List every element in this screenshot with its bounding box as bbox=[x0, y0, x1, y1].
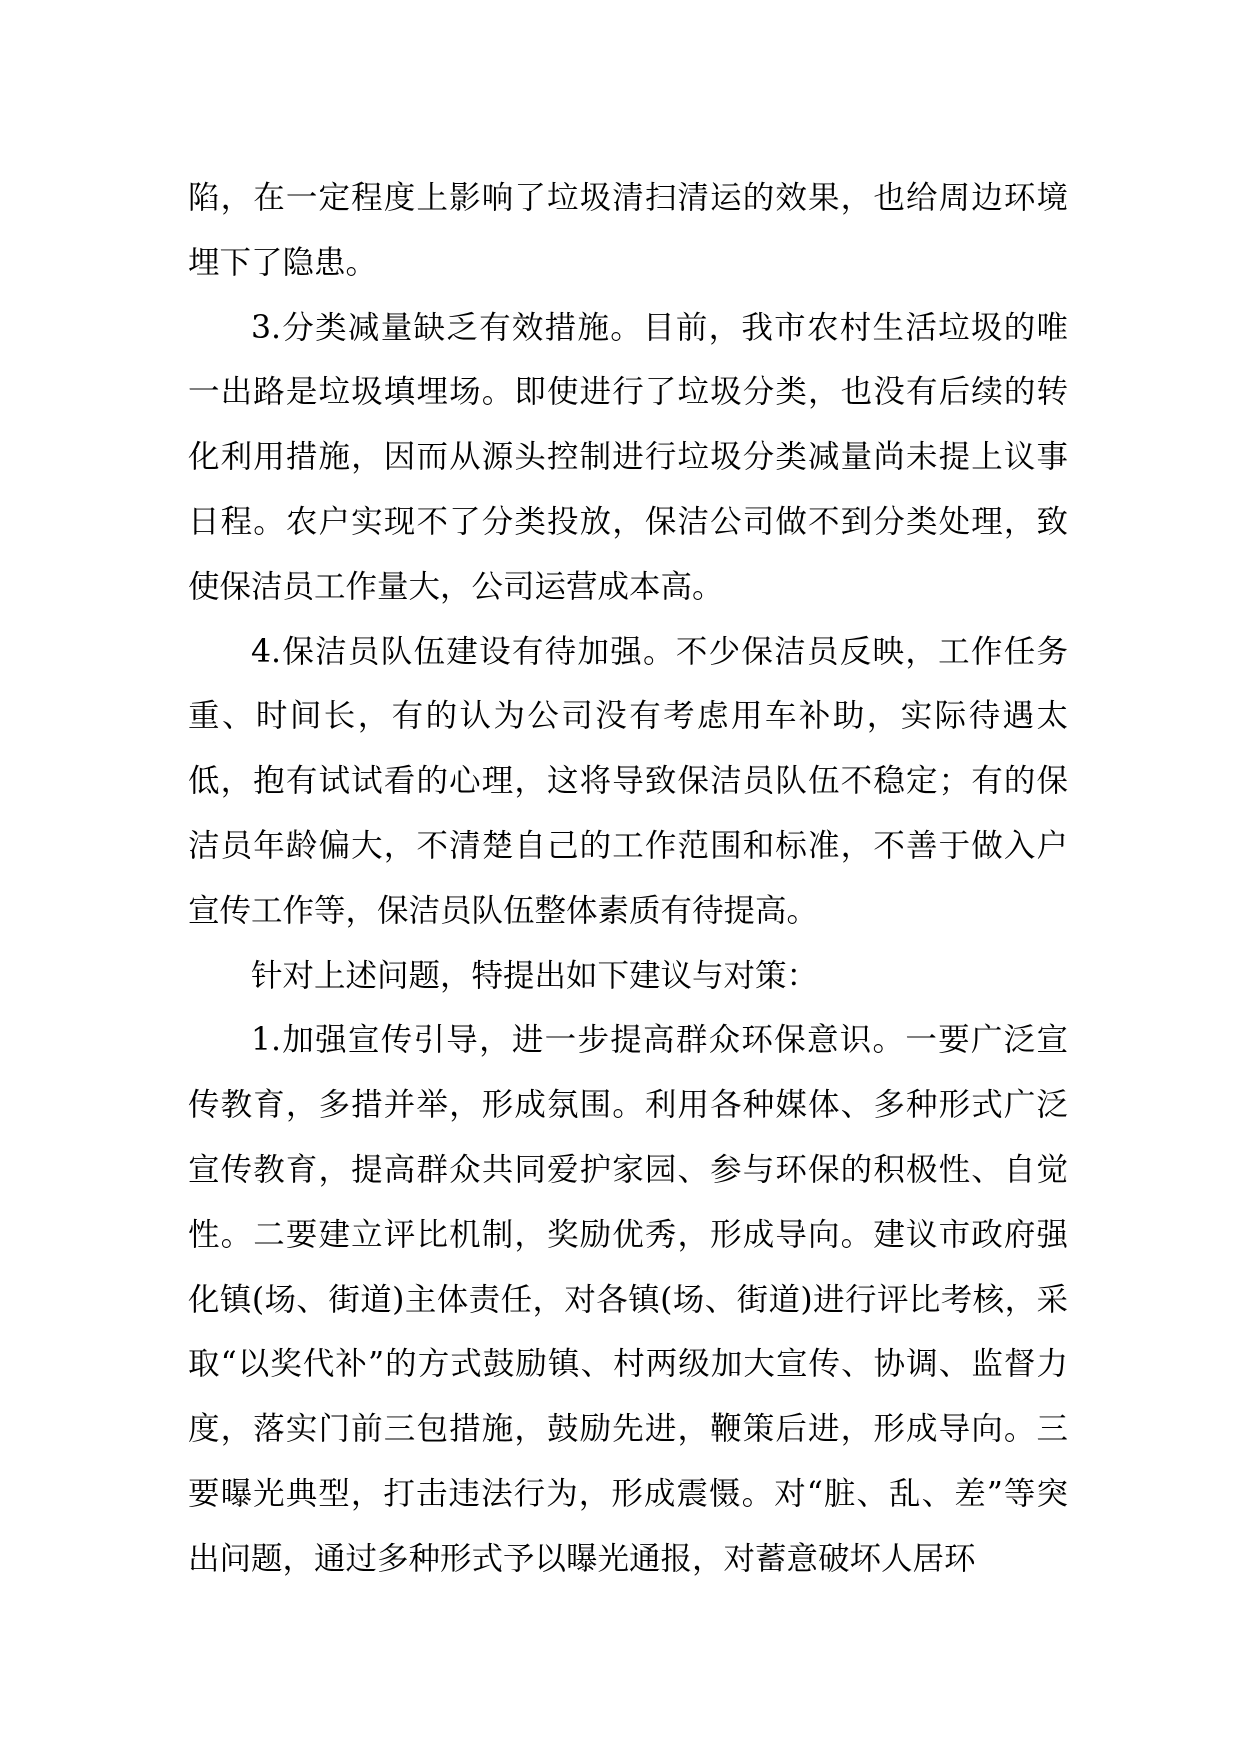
body-text bbox=[188, 166, 1068, 1592]
paragraph-problem-4: 4.保洁员队伍建设有待加强。不少保洁员反映，工作任务重、时间长，有的认为公司没有考虑用车补助，实际待遇太低，抱有试试看的心理，这将导致保洁员队伍不稳定；有的保洁员年龄偏大，不清楚自己的工作范围和标准，不善于做入户宣传工作等，保洁员队伍整体素质有待提高。 bbox=[188, 633, 1068, 929]
paragraph-suggestions-intro: 针对上述问题，特提出如下建议与对策： bbox=[251, 957, 819, 994]
paragraph-suggestion-1: 1.加强宣传引导，进一步提高群众环保意识。一要广泛宣传教育，多措并举，形成氛围。利用各种媒体、多种形式广泛宣传教育，提高群众共同爱护家园、参与环保的积极性、自觉性。二要建立评比机制，奖励优秀，形成导向。建议市政府强化镇(场、街道)主体责任，对各镇(场、街道)进行评比考核，采取“以奖代补”的方式鼓励镇、村两级加大宣传、协调、监督力度，落实门前三包措施，鼓励先进，鞭策后进，形成导向。三要曝光典型，打击违法行为，形成震慑。对“脏、乱、差”等突出问题，通过多种形式予以曝光通报，对蓄意破坏人居环 bbox=[188, 1022, 1068, 1577]
paragraph-continuation: 陷，在一定程度上影响了垃圾清扫清运的效果，也给周边环境埋下了隐患。 bbox=[188, 180, 1068, 281]
paragraph-problem-3: 3.分类减量缺乏有效措施。目前，我市农村生活垃圾的唯一出路是垃圾填埋场。即使进行了垃圾分类，也没有后续的转化利用措施，因而从源头控制进行垃圾分类减量尚未提上议事日程。农户实现不了分类投放，保洁公司做不到分类处理，致使保洁员工作量大，公司运营成本高。 bbox=[188, 309, 1068, 605]
